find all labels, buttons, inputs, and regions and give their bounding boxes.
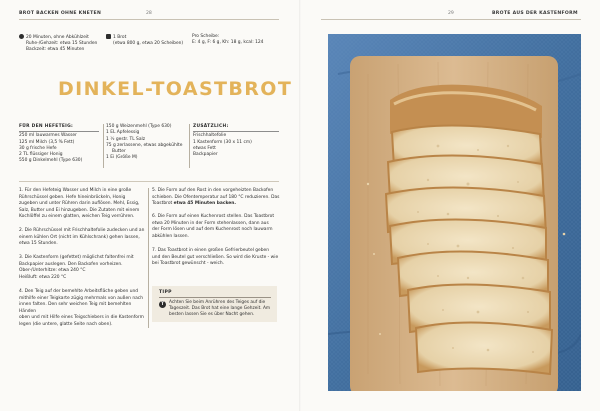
step-line: Kochlöffel zu einem glatten, weichen Teig verrühren.	[19, 214, 135, 220]
meta-yield	[106, 34, 183, 47]
ingredient-item: 1 ½ gestr. TL Salz	[106, 136, 146, 142]
step-line: Backpapier auslegen. Den Backofen vorheizen.	[19, 261, 123, 267]
tip-line: Achten Sie beim Anrühren des Teiges auf die	[169, 300, 266, 305]
step-line: oben und mit Hilfe eines Teigschiebers in die Kastenform	[19, 315, 144, 321]
ingredient-item: 75 g zerlassene, etwas abgekühlte	[106, 142, 183, 148]
meta-nutrition-1: Pro Scheibe:	[192, 34, 220, 39]
ingredients-col-2	[106, 124, 188, 162]
step-7	[152, 248, 280, 268]
steps-top-rule	[19, 181, 279, 182]
ingredient-item: 1 Ei (Größe M)	[106, 155, 138, 161]
step-line: Heißluft: etwa 220 °C	[19, 274, 67, 280]
step-line: mithilfe einer Teigkarte zügig mehrmals von außen nach	[19, 295, 143, 301]
tip-rule	[159, 297, 271, 298]
ingredient-item: 30 g frische Hefe	[19, 145, 57, 151]
ingredient-item: 125 ml Milch (3,5 % Fett)	[19, 139, 75, 145]
tip-icon: T	[161, 302, 164, 307]
ingredient-item: etwas Fett	[193, 145, 216, 151]
step-line: 4. Den Teig auf der bemehlte Arbeitsfläche geben und	[19, 289, 139, 294]
step-line: zugeben und unter Rühren darin auflösen. Mehl, Essig,	[19, 201, 140, 207]
meta-nutrition-2: E: 4 g, F: 6 g, Kh: 18 g, kcal: 124	[192, 40, 264, 46]
ingredient-item: 1 Kastenform (30 x 11 cm)	[193, 139, 252, 145]
left-running-header: BROT BACKEN OHNE KNETEN	[19, 11, 102, 16]
step-line: 7. Das Toastbrot in einen großen Gefrierbeutel geben	[152, 248, 270, 253]
step-line: schieben. Die Ofentemperatur auf 180 °C reduzieren. Das	[152, 194, 280, 200]
step-line: etwa 15 Stunden.	[19, 241, 58, 247]
recipe-title: DINKEL-TOASTBROT	[58, 78, 293, 100]
tip-line: Tageszeit. Das Brot hat eine lange Gehzeit. Am	[169, 305, 271, 311]
tip-box	[152, 286, 277, 322]
step-line: 3. Die Kastenform (gefettet) möglichst faltenfrei mit	[19, 255, 134, 260]
ingredient-item: Frischhaltefolie	[193, 133, 227, 139]
meta-time	[19, 34, 97, 53]
left-header-rule	[19, 19, 279, 20]
ingredients-col-3	[193, 124, 279, 158]
step-line: 2. Die Rührschüssel mit Frischhaltefolie zudecken und an	[19, 228, 145, 233]
step-line: Rührschüssel geben. Hefe hineinbröckeln, Honig	[19, 194, 126, 200]
meta-yield-1: 1 Brot	[113, 35, 127, 40]
loaf-icon	[106, 34, 111, 39]
meta-time-1: 20 Minuten, ohne Abkühlzeit	[26, 35, 89, 40]
right-running-header: BROTE AUS DER KASTENFORM	[492, 11, 578, 16]
right-header-rule	[321, 19, 581, 20]
step-2	[19, 228, 145, 248]
step-line: 1. Für den Hefeteig Wasser und Milch in eine große	[19, 188, 132, 193]
step-line: einem kühlen Ort (nicht im Kühlschrank) gehen lassen,	[19, 234, 140, 240]
meta-time-2: Ruhe-/Gehzeit: etwa 15 Stunden	[26, 41, 98, 47]
ingredient-item: 150 g Weizenmehl (Type 630)	[106, 124, 172, 129]
ingredients-heading-dough: FÜR DEN HEFETEIG:	[19, 124, 74, 129]
meta-yield-2: (etwa 800 g, etwa 20 Scheiben)	[113, 41, 184, 47]
step-line: legen (die untere, glatte Seite nach oben).	[19, 321, 113, 327]
step-line: Salz, Butter und Ei hinzugeben. Die Zutaten mit einem	[19, 207, 140, 213]
step-line: 5. Die Form auf den Rost in den vorgeheizten Backofen	[152, 188, 274, 193]
step-line	[152, 201, 280, 208]
step-1	[19, 188, 145, 221]
step-line: bei Toastbrot gewünscht - weich.	[152, 261, 225, 267]
meta-time-3: Backzeit: etwa 45 Minuten	[26, 47, 85, 53]
step-line: abkühlen lassen.	[152, 233, 189, 239]
step-5	[152, 188, 280, 208]
step-6	[152, 214, 280, 240]
ingredients-divider-1	[103, 124, 104, 168]
tip-text	[169, 300, 272, 318]
ingredients-heading-extra: ZUSÄTZLICH:	[193, 124, 229, 129]
step-line-lead: Toastbrot	[152, 201, 174, 207]
ingredient-item: 250 ml lauwarmes Wasser	[19, 133, 77, 139]
right-page-number: 29	[448, 11, 454, 16]
step-line: Ober-/Unterhitze: etwa 240 °C	[19, 268, 86, 274]
left-page-number: 28	[146, 11, 152, 16]
steps-column-divider	[148, 188, 149, 328]
ingredient-item: 550 g Dinkelmehl (Type 630)	[19, 158, 83, 164]
bread-photo-illustration	[328, 34, 581, 391]
step-line: 6. Die Form auf einen Kuchenrost stellen. Das Toastbrot	[152, 214, 275, 219]
tip-heading: TIPP	[159, 290, 172, 295]
ingredients-col-1	[19, 124, 99, 165]
step-line: der Form lösen und auf dem Kuchenrost noch lauwarm	[152, 227, 273, 233]
step-line-bold: etwa 45 Minuten backen.	[173, 201, 237, 207]
tip-line: besten lassen Sie es über Nacht gehen.	[169, 311, 255, 317]
bread-photo	[328, 34, 581, 391]
ingredient-item: Butter	[112, 149, 126, 155]
step-line: etwa 20 Minuten in der Form stehenlassen, dann aus	[152, 220, 269, 226]
ingredient-item: Backpapier	[193, 152, 218, 158]
meta-nutrition	[192, 34, 263, 46]
step-3	[19, 255, 145, 281]
ingredients-divider-2	[189, 124, 190, 168]
clock-icon	[19, 34, 24, 39]
ingredient-item: 1 EL Apfelessig	[106, 130, 140, 136]
ingredient-item: 2 TL flüssiger Honig	[19, 152, 63, 158]
step-line: innen falten. Den sehr weichen Teig mit bemehlten Händen	[19, 302, 132, 314]
step-4	[19, 289, 145, 329]
step-line: und den Beutel gut verschließen. So wird die Kruste - wie	[152, 254, 279, 260]
page-gutter	[299, 0, 301, 411]
